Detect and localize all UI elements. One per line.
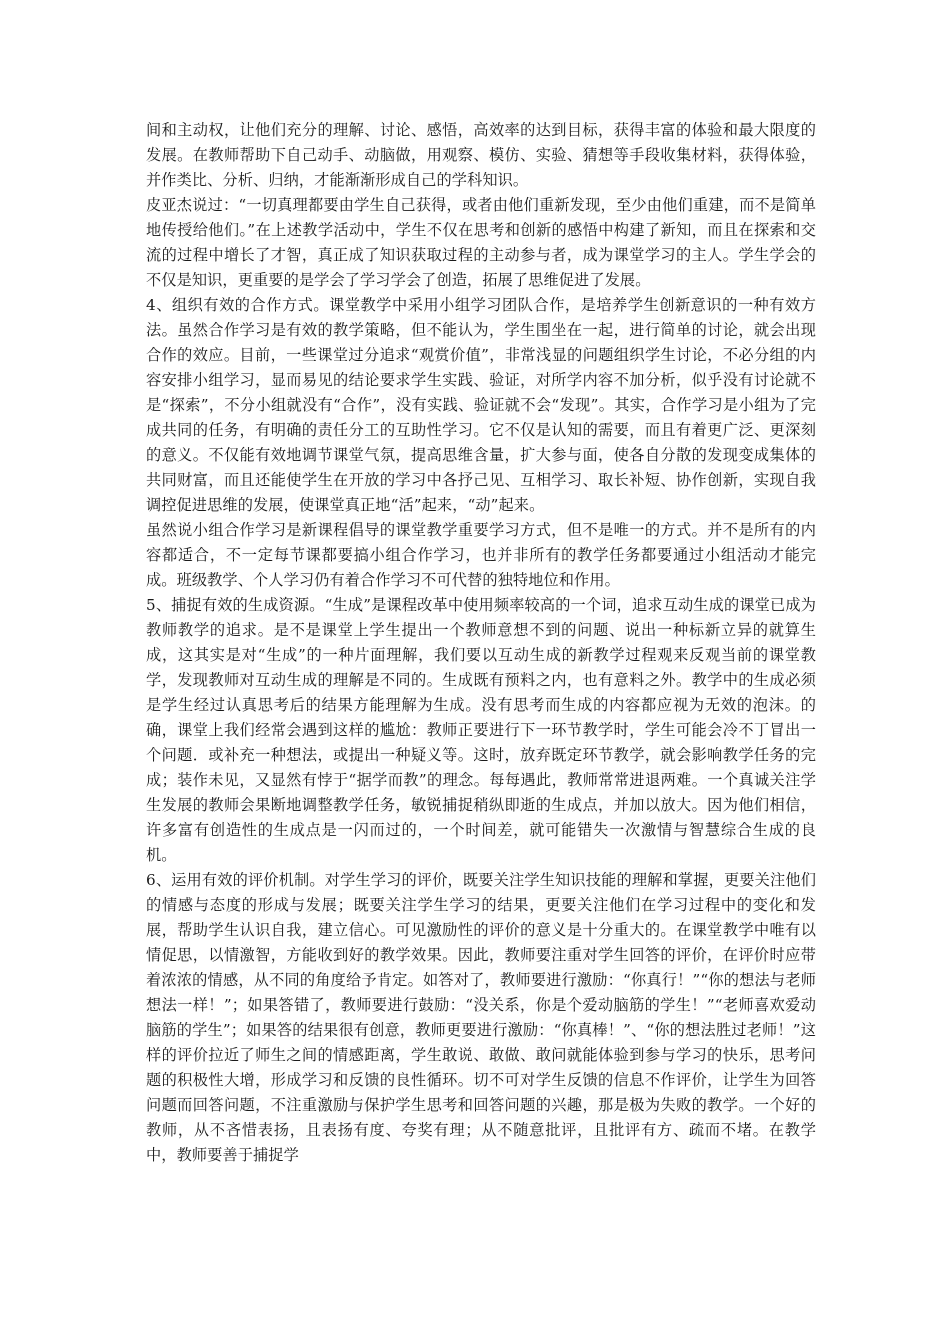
document-body [146, 118, 816, 1168]
paragraph-group-learning: 虽然说小组合作学习是新课程倡导的课堂教学重要学习方式，但不是唯一的方式。并不是所有的内容都适合，不一定每节课都要搞小组合作学习，也并非所有的教学任务都要通过小组活动才能完成。班级教学、个人学习仍有着合作学习不可代替的独特地位和作用。 [146, 521, 816, 589]
paragraph-section-5: 5、捕捉有效的生成资源。“生成”是课程改革中使用频率较高的一个词，追求互动生成的课堂已成为教师教学的追求。是不是课堂上学生提出一个教师意想不到的问题、说出一种标新立异的就算生成，这其实是对“生成”的一种片面理解，我们要以互动生成的新教学过程观来反观当前的课堂教学，发现教师对互动生成的理解是不同的。生成既有预料之内，也有意料之外。教学中的生成必须是学生经过认真思考后的结果方能理解为生成。没有思考而生成的内容都应视为无效的泡沫。的确，课堂上我们经常会遇到这样的尴尬：教师正要进行下一环节教学时，学生可能会冷不丁冒出一个问题．或补充一种想法，或提出一种疑义等。这时，放弃既定环节教学，就会影响教学任务的完成；装作未见，又显然有悖于“据学而教”的理念。每每遇此，教师常常进退两难。一个真诚关注学生发展的教师会果断地调整教学任务，敏锐捕捉稍纵即逝的生成点，并加以放大。因为他们相信，许多富有创造性的生成点是一闪而过的，一个时间差，就可能错失一次激情与智慧综合生成的良机。 [146, 596, 816, 864]
paragraph-section-6: 6、运用有效的评价机制。对学生学习的评价，既要关注学生知识技能的理解和掌握，更要关注他们的情感与态度的形成与发展；既要关注学生学习的结果，更要关注他们在学习过程中的变化和发展，帮助学生认识自我，建立信心。可见激励性的评价的意义是十分重大的。在课堂教学中唯有以情促思，以情激智，方能收到好的教学效果。因此，教师要注重对学生回答的评价，在评价时应带着浓浓的情感，从不同的角度给予肯定。如答对了，教师要进行激励：“你真行！”“你的想法与老师想法一样！”；如果答错了，教师要进行鼓励：“没关系，你是个爱动脑筋的学生！”“老师喜欢爱动脑筋的学生”；如果答的结果很有创意，教师更要进行激励：“你真棒！”、“你的想法胜过老师！”这样的评价拉近了师生之间的情感距离，学生敢说、敢做、敢问就能体验到参与学习的快乐，思考问题的积极性大增，形成学习和反馈的良性循环。切不可对学生反馈的信息不作评价，让学生为回答问题而回答问题，不注重激励与保护学生思考和回答问题的兴趣，那是极为失败的教学。一个好的教师，从不吝惜表扬，且表扬有度、夸奖有理；从不随意批评，且批评有方、疏而不堵。在教学中，教师要善于捕捉学 [146, 871, 816, 1164]
paragraph-section-4: 4、组织有效的合作方式。课堂教学中采用小组学习团队合作，是培养学生创新意识的一种有效方法。虽然合作学习是有效的教学策略，但不能认为，学生围坐在一起，进行简单的讨论，就会出现合作的效应。目前，一些课堂过分追求“观赏价值”，非常浅显的问题组织学生讨论，不必分组的内容安排小组学习，显而易见的结论要求学生实践、验证，对所学内容不加分析，似乎没有讨论就不是“探索”，不分小组就没有“合作”，没有实践、验证就不会“发现”。其实，合作学习是小组为了完成共同的任务，有明确的责任分工的互助性学习。它不仅是认知的需要，而且有着更广泛、更深刻的意义。不仅能有效地调节课堂气氛，提高思维含量，扩大参与面，使各自分散的发现变成集体的共同财富，而且还能使学生在开放的学习中各抒己见、互相学习、取长补短、协作创新，实现自我调控促进思维的发展，使课堂真正地“活”起来，“动”起来。 [146, 296, 816, 514]
paragraph-piaget-quote: 皮亚杰说过：“一切真理都要由学生自己获得，或者由他们重新发现，至少由他们重建，而不是简单地传授给他们。”在上述教学活动中，学生不仅在思考和创新的感悟中构建了新知，而且在探索和交流的过程中增长了才智，真正成了知识获取过程的主动参与者，成为课堂学习的主人。学生学会的不仅是知识，更重要的是学会了学习学会了创造，拓展了思维促进了发展。 [146, 196, 816, 289]
paragraph-continuation: 间和主动权，让他们充分的理解、讨论、感悟，高效率的达到目标，获得丰富的体验和最大限度的发展。在教师帮助下自己动手、动脑做，用观察、模仿、实验、猜想等手段收集材料，获得体验，并作类比、分析、归纳，才能渐渐形成自己的学科知识。 [146, 121, 816, 189]
